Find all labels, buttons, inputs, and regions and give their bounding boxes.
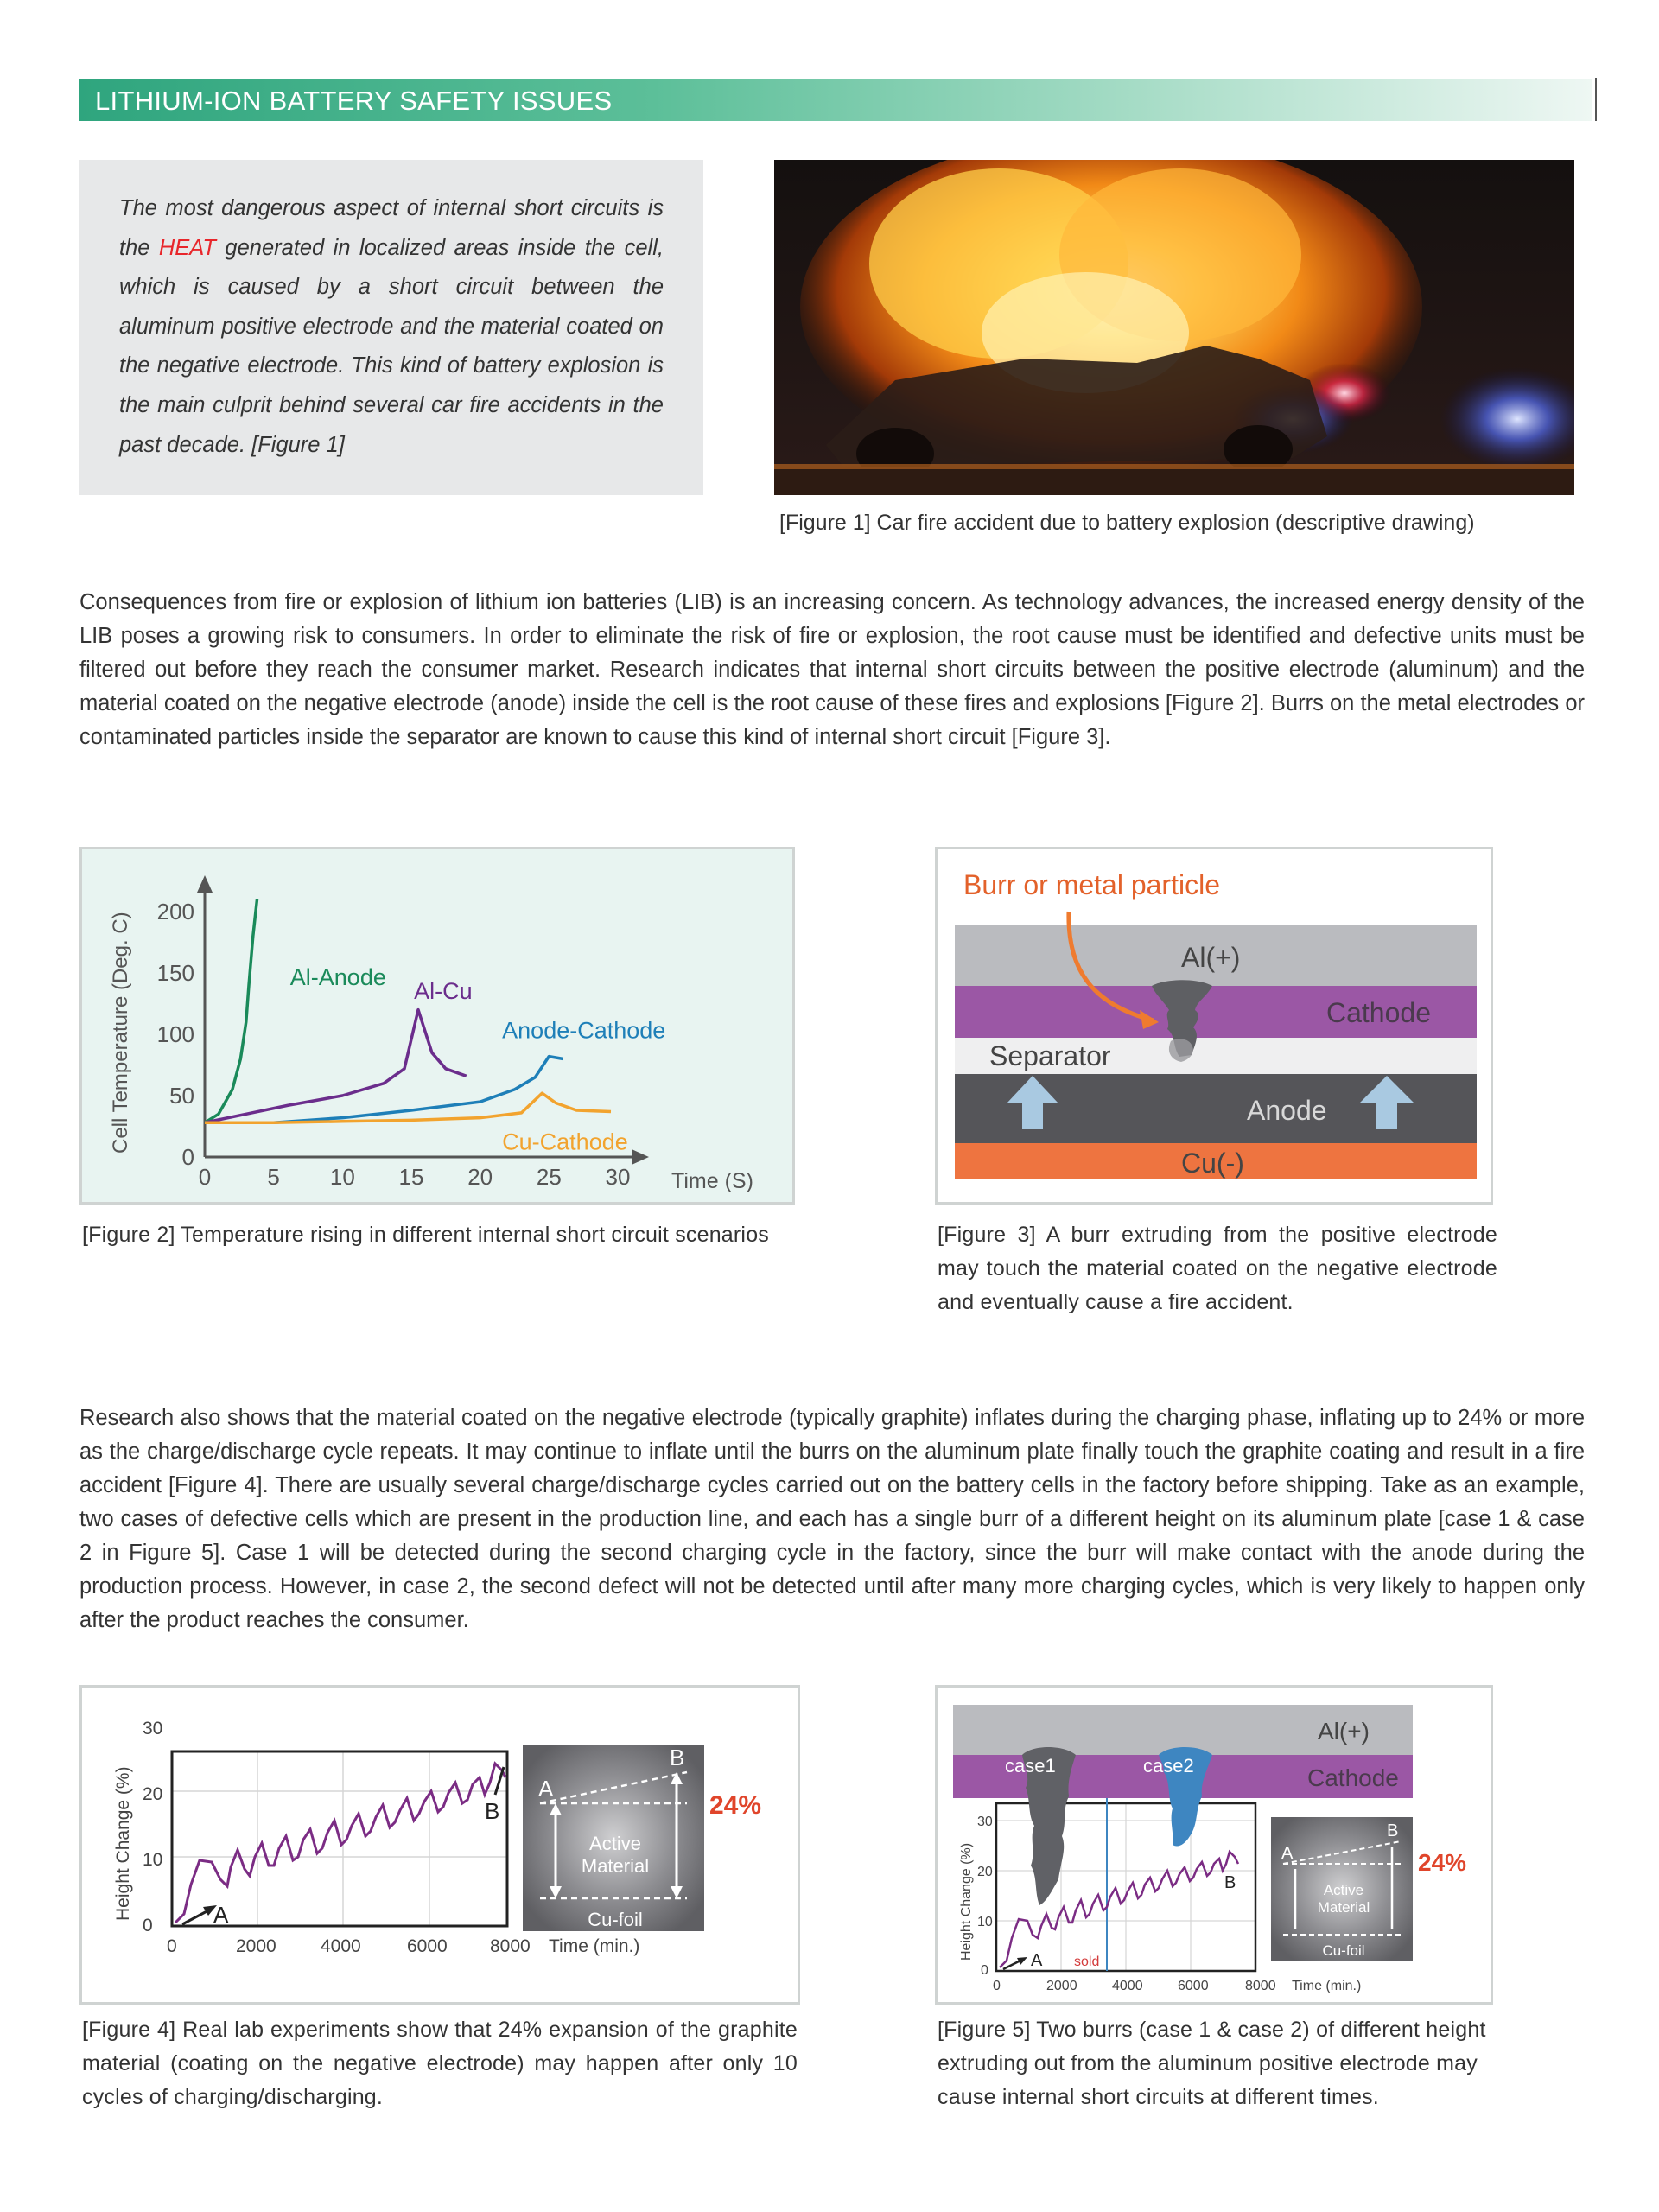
section-title: LITHIUM-ION BATTERY SAFETY ISSUES <box>95 86 613 116</box>
fig5-percent: 24% <box>1418 1849 1467 1876</box>
figure5-caption: [Figure 5] Two burrs (case 1 & case 2) of different height extruding out from the aluminum positive electrode may cause internal short circuits at different times. <box>938 2018 1486 2109</box>
fig5-cathode-label: Cathode <box>1307 1764 1399 1791</box>
fig4-ytick-30: 30 <box>143 1719 163 1738</box>
fig4-inset-a: A <box>538 1776 554 1802</box>
fig4-arrow-b <box>495 1767 504 1795</box>
fig4-xtick-2000: 2000 <box>236 1936 276 1956</box>
fig2-xtick-20: 20 <box>467 1164 493 1190</box>
fig5-case1-label: case1 <box>1005 1755 1056 1777</box>
fig4-inset-material-line1: Active <box>589 1833 641 1854</box>
intro-text-end: generated in localized areas inside the cell, which is caused by a short circuit between the aluminum positive electrode and the material coated on the negative electrode. This kind of battery explosion is the main culprit behind several car fire accidents in the past decade. [Figure 1] <box>119 235 664 457</box>
fig4-percent: 24% <box>709 1791 762 1820</box>
fig4-ylabel: Height Change (%) <box>113 1766 133 1921</box>
intro-text <box>119 189 664 465</box>
figure1-caption: [Figure 1] Car fire accident due to battery explosion (descriptive drawing) <box>779 511 1475 535</box>
fig2-ytick-150: 150 <box>156 960 194 986</box>
fig5-ytick-0: 0 <box>981 1963 988 1978</box>
fig4-xtick-6000: 6000 <box>407 1936 448 1956</box>
fig4-xtick-8000: 8000 <box>490 1936 531 1956</box>
burr-label: Burr or metal particle <box>963 869 1220 900</box>
figure1-car-fire-image <box>774 160 1574 495</box>
fig5-point-a: A <box>1031 1951 1043 1970</box>
cu-layer-label: Cu(-) <box>1181 1147 1244 1179</box>
al-layer-label: Al(+) <box>1181 942 1241 973</box>
fig4-curve <box>175 1764 505 1923</box>
fig5-inset-foil: Cu-foil <box>1322 1942 1365 1959</box>
fig5-case2-label: case2 <box>1143 1755 1194 1777</box>
fig2-series-label-cu-cathode: Cu-Cathode <box>502 1128 628 1155</box>
figure4-caption: [Figure 4] Real lab experiments show that 24% expansion of the graphite material (coating on the negative electrode) may happen after only 10 cycles of charging/discharging. <box>82 2018 798 2109</box>
anode-layer-label: Anode <box>1247 1095 1327 1126</box>
fig5-inset-b: B <box>1387 1821 1399 1840</box>
fig4-point-a: A <box>213 1902 229 1928</box>
cathode-layer-label: Cathode <box>1326 997 1431 1028</box>
header-divider <box>1595 78 1597 121</box>
fig5-inset-a: A <box>1281 1844 1294 1863</box>
fig4-ytick-10: 10 <box>143 1850 163 1870</box>
fig5-arrow-a-head <box>1017 1957 1027 1965</box>
figure4-chart-panel <box>79 1685 800 2005</box>
paragraph-graphite-inflation: Research also shows that the material coated on the negative electrode (typically graphite) inflates during the charging phase, inflating up to 24% or more as the charge/discharge cycle repeats. It may continue to inflate until the burrs on the aluminum plate finally touch the graphite coating and result in a fire accident [Figure 4]. There are usually several charge/discharge cycles carried out on the battery cells in the factory before shipping. Take as an example, two cases of defective cells which are present in the production line, and each has a single burr of a different height on its aluminum plate [case 1 & case 2 in Figure 5]. Case 1 will be detected during the second charging cycle in the factory, since the burr will make contact with the anode during the production process. However, in case 2, the second defect will not be detected until after many more charging cycles, which is very likely to happen only after the product reaches the consumer. <box>79 1406 1585 1632</box>
fig2-y-axis-arrowhead <box>197 875 213 893</box>
fig5-xtick-2000: 2000 <box>1046 1979 1077 1993</box>
paragraph-lib-consequences: Consequences from fire or explosion of lithium ion batteries (LIB) is an increasing concern. As technology advances, the increased energy density of the LIB poses a growing risk to consumers. In order to eliminate the risk of fire or explosion, the root cause must be identified and defective units must be filtered out before they reach the consumer market. Research indicates that internal short circuits between the positive electrode (aluminum) and the material coated on the negative electrode (anode) inside the cell is the root cause of these fires and explosions [Figure 2]. Burrs on the metal electrodes or contaminated particles inside the separator are known to cause this kind of internal short circuit [Figure 3]. <box>79 590 1585 749</box>
fig5-sold-label: sold <box>1074 1955 1100 1969</box>
fig5-inset-material-line1: Active <box>1323 1882 1364 1898</box>
temperature-chart <box>82 849 792 1202</box>
intro-text-start: The most dangerous aspect of internal short circuits is the <box>119 196 664 260</box>
figure3-caption: [Figure 3] A burr extruding from the positive electrode may touch the material coated on the negative electrode and eventually cause a fire accident. <box>938 1223 1497 1314</box>
fig2-ylabel: Cell Temperature (Deg. C) <box>109 912 132 1154</box>
fig2-series-label-al-cu: Al-Cu <box>414 977 473 1004</box>
fig5-inset-material-line2: Material <box>1317 1899 1370 1916</box>
two-burrs-diagram <box>938 1688 1491 2002</box>
fig5-xtick-6000: 6000 <box>1178 1979 1209 1993</box>
fig2-xtick-15: 15 <box>398 1164 424 1190</box>
fig4-point-b: B <box>485 1798 500 1824</box>
fig2-xtick-5: 5 <box>267 1164 280 1190</box>
fig5-point-b: B <box>1224 1873 1236 1892</box>
intro-callout <box>79 160 703 495</box>
fig2-ytick-100: 100 <box>156 1021 194 1047</box>
fig4-inset-material-line2: Material <box>581 1855 650 1877</box>
fig2-xtick-30: 30 <box>605 1164 631 1190</box>
fig2-x-axis-arrowhead <box>632 1149 649 1165</box>
figure2-caption: [Figure 2] Temperature rising in different internal short circuit scenarios <box>82 1223 769 1247</box>
fig4-ytick-20: 20 <box>143 1784 163 1804</box>
figure3-diagram-panel <box>935 847 1493 1205</box>
fig2-series-label-anode-cathode: Anode-Cathode <box>502 1017 666 1044</box>
fig4-inset-foil: Cu-foil <box>588 1909 643 1930</box>
fig5-xtick-8000: 8000 <box>1245 1979 1276 1993</box>
fig2-series-al-anode <box>205 899 257 1122</box>
fig5-ylabel: Height Change (%) <box>959 1842 974 1961</box>
fig2-xtick-25: 25 <box>536 1164 562 1190</box>
fig5-ytick-10: 10 <box>977 1915 993 1929</box>
fig4-xtick-0: 0 <box>167 1936 177 1956</box>
fig4-ytick-0: 0 <box>143 1916 153 1936</box>
fig5-xtick-4000: 4000 <box>1112 1979 1143 1993</box>
height-change-chart <box>82 1688 798 2002</box>
fig2-xtick-0: 0 <box>198 1164 212 1190</box>
fig5-xlabel: Time (min.) <box>1292 1979 1362 1993</box>
car-fire-illustration <box>774 160 1574 495</box>
fig2-ytick-0: 0 <box>181 1144 194 1170</box>
fig2-series-cu-cathode <box>205 1093 611 1122</box>
fig5-xtick-0: 0 <box>993 1979 1001 1993</box>
separator-layer-label: Separator <box>989 1040 1111 1071</box>
fig2-xlabel: Time (S) <box>671 1169 753 1193</box>
fig5-ytick-30: 30 <box>977 1815 993 1829</box>
fig2-series-label-al-anode: Al-Anode <box>289 964 386 991</box>
fig5-al-label: Al(+) <box>1318 1718 1370 1745</box>
heat-highlight: HEAT <box>158 235 216 260</box>
fig4-inset-material <box>582 1833 649 1877</box>
section-header-bar <box>79 79 1592 121</box>
fig2-ytick-200: 200 <box>156 899 194 925</box>
fig5-ytick-20: 20 <box>977 1865 993 1879</box>
fig4-xtick-4000: 4000 <box>321 1936 361 1956</box>
fig5-inset-material <box>1318 1882 1370 1916</box>
figure2-chart-panel <box>79 847 795 1205</box>
fig4-xlabel: Time (min.) <box>549 1936 640 1956</box>
burr-diagram <box>938 849 1491 1202</box>
fig2-ytick-50: 50 <box>169 1083 194 1109</box>
fig4-inset-b: B <box>670 1745 685 1770</box>
figure5-diagram-panel <box>935 1685 1493 2005</box>
fig2-xtick-10: 10 <box>329 1164 355 1190</box>
